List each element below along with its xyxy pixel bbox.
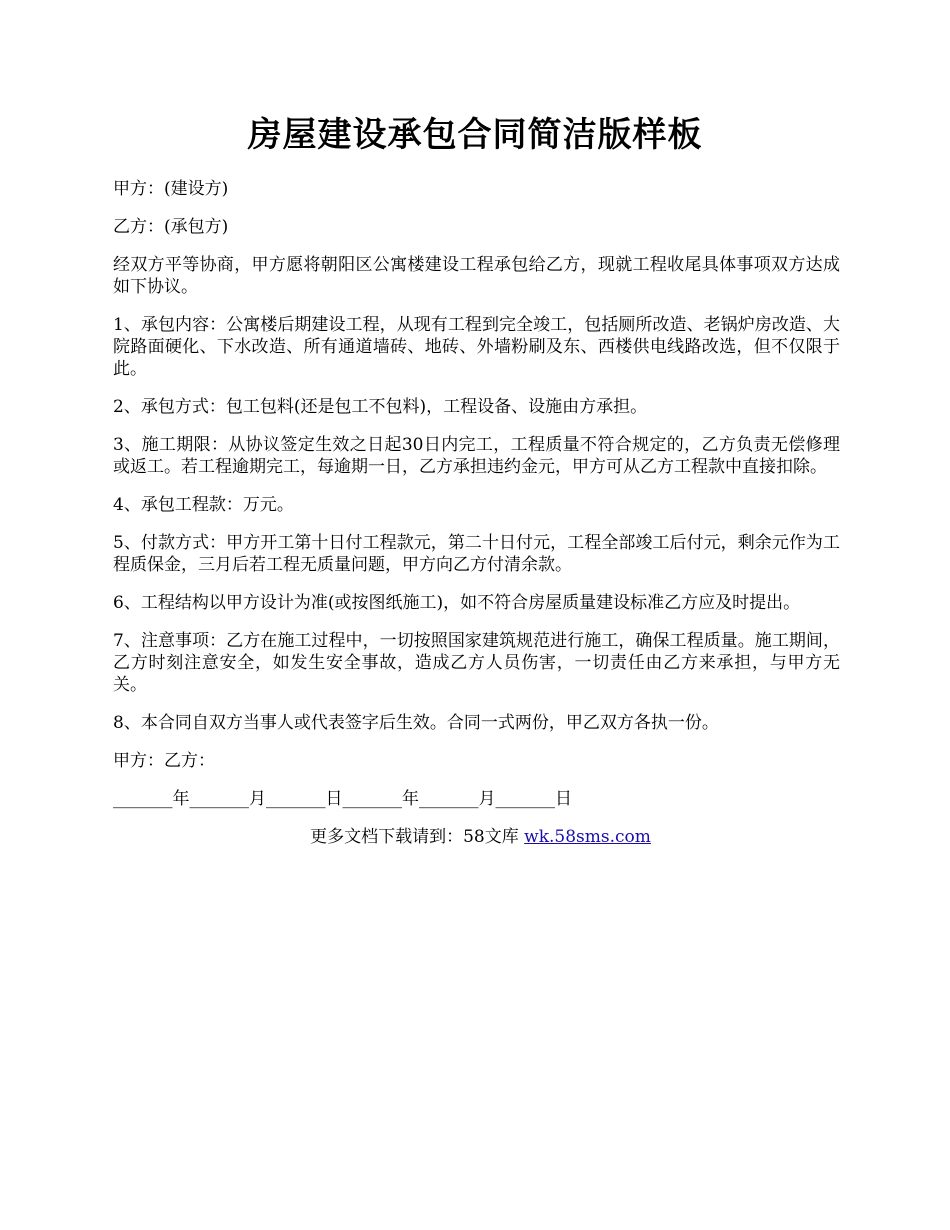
date-line: _______年_______月_______日_______年_______月_______日 [113, 789, 572, 809]
footer-text: 更多文档下载请到：58文库 [310, 827, 525, 847]
document-title: 房屋建设承包合同简洁版样板 [247, 115, 703, 155]
clause-6-structure: 6、工程结构以甲方设计为准(或按图纸施工)，如不符合房屋质量建设标准乙方应及时提出。 [113, 593, 801, 613]
clause-8-effect: 8、本合同自双方当事人或代表签字后生效。合同一式两份，甲乙双方各执一份。 [113, 713, 719, 733]
clause-2-method: 2、承包方式：包工包料(还是包工不包料)，工程设备、设施由方承担。 [113, 397, 648, 417]
party-b-line: 乙方：(承包方) [113, 217, 229, 237]
intro-paragraph: 经双方平等协商，甲方愿将朝阳区公寓楼建设工程承包给乙方，现就工程收尾具体事项双方达成如下协议。 [113, 255, 840, 297]
party-a-line: 甲方：(建设方) [113, 179, 229, 199]
clause-5-payment: 5、付款方式：甲方开工第十日付工程款元，第二十日付元，工程全部竣工后付元，剩余元作为工程质保金，三月后若工程无质量问题，甲方向乙方付清余款。 [113, 533, 840, 575]
footer [113, 826, 840, 848]
document-body [113, 178, 840, 848]
footer-link[interactable]: wk.58sms.com [524, 827, 651, 847]
clause-7-notes: 7、注意事项：乙方在施工过程中，一切按照国家建筑规范进行施工，确保工程质量。施工期间，乙方时刻注意安全，如发生安全事故，造成乙方人员伤害，一切责任由乙方来承担，与甲方无关。 [113, 631, 840, 695]
clause-3-schedule: 3、施工期限：从协议签定生效之日起30日内完工，工程质量不符合规定的，乙方负责无偿修理或返工。若工程逾期完工，每逾期一日，乙方承担违约金元，甲方可从乙方工程款中直接扣除。 [113, 435, 840, 477]
clause-1-scope: 1、承包内容：公寓楼后期建设工程，从现有工程到完全竣工，包括厕所改造、老锅炉房改造、大院路面硬化、下水改造、所有通道墙砖、地砖、外墙粉刷及东、西楼供电线路改选，但不仅限于此。 [113, 315, 840, 379]
signature-line: 甲方：乙方： [113, 751, 215, 771]
clause-4-amount: 4、承包工程款：万元。 [113, 495, 294, 515]
